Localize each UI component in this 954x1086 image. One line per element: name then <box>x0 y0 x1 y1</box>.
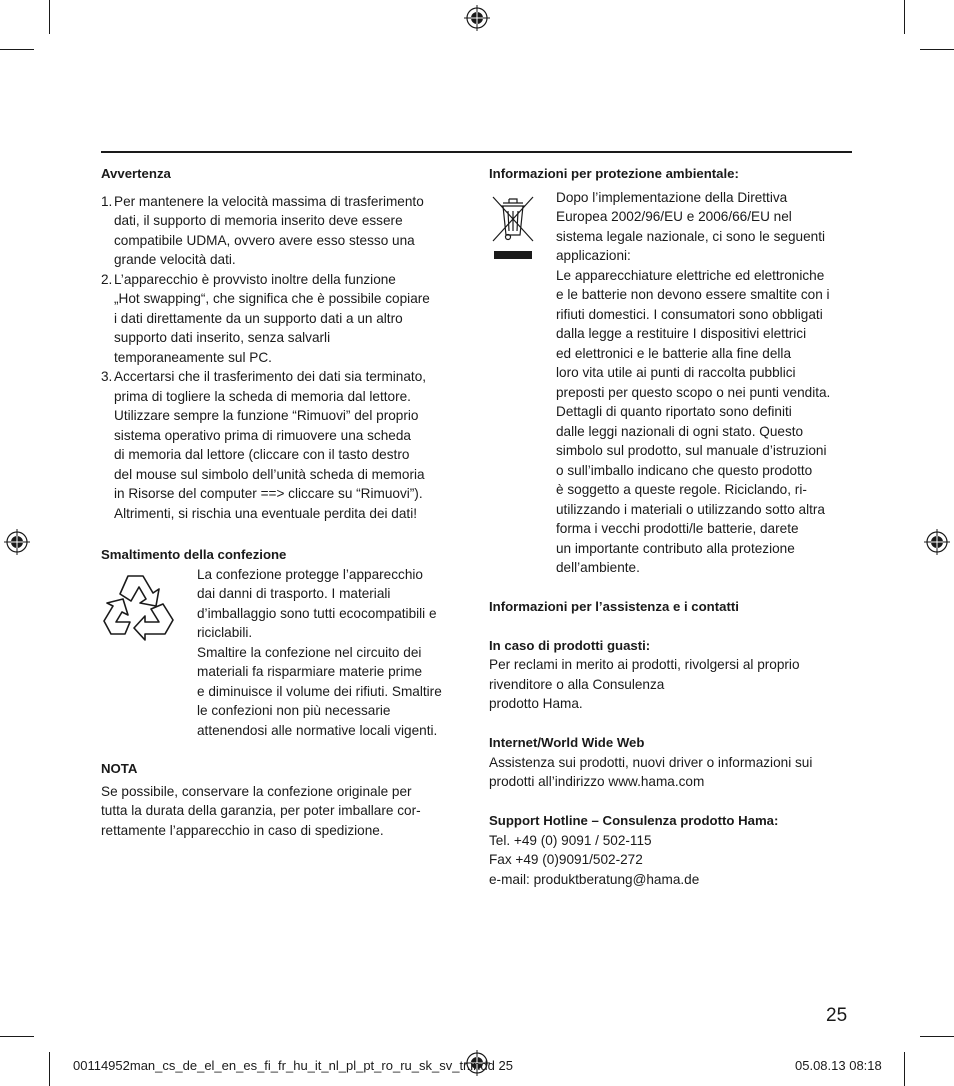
environment-line: rifiuti domestici. I consumatori sono obbligati <box>556 306 823 322</box>
packaging-line: Smaltire la confezione nel circuito dei <box>197 644 422 660</box>
packaging-line: e diminuisce il volume dei rifiuti. Smaltire <box>197 683 442 699</box>
environment-line: sistema legale nazionale, ci sono le seguenti <box>556 228 826 244</box>
hotline-line: e-mail: produktberatung@hama.de <box>489 871 700 887</box>
left-column <box>101 164 466 840</box>
list-line: „Hot swapping“, che significa che è possibile copiare <box>114 291 430 306</box>
hotline-heading: Support Hotline – Consulenza prodotto Hama: <box>489 813 779 828</box>
defect-line: Per reclami in merito ai prodotti, rivolgersi al proprio <box>489 657 800 672</box>
crop-mark <box>920 1036 954 1037</box>
list-line: prima di togliere la scheda di memoria dal lettore. <box>114 388 411 404</box>
web-line: prodotti all’indirizzo www.hama.com <box>489 774 705 789</box>
list-line: Per mantenere la velocità massima di trasferimento <box>114 193 424 209</box>
defect-text <box>489 655 854 714</box>
list-line: i dati direttamente da un supporto dati a un altro <box>114 310 403 326</box>
list-number: 3. <box>101 369 113 384</box>
packaging-line: attenendosi alle normative locali vigenti. <box>197 722 438 738</box>
environment-line: Dettagli di quanto riportato sono definiti <box>556 404 792 419</box>
environment-line: applicazioni: <box>556 248 631 263</box>
defect-line: prodotto Hama. <box>489 696 583 711</box>
environment-line: dalla legge a restituire I dispositivi elettrici <box>556 326 807 341</box>
crop-mark <box>904 0 905 34</box>
crop-mark <box>0 49 34 50</box>
environment-line: un importante contributo alla protezione <box>556 540 795 556</box>
support-heading: Informazioni per l’assistenza e i contatti <box>489 598 739 614</box>
note-line: Se possibile, conservare la confezione originale per <box>101 783 412 799</box>
recycle-icon <box>101 570 183 648</box>
packaging-line: riciclabili. <box>197 625 253 640</box>
note-line: tutta la durata della garanzia, per poter imballare cor- <box>101 803 421 818</box>
environment-text <box>556 188 854 578</box>
list-number: 1. <box>101 193 113 209</box>
registration-mark-icon <box>924 529 950 555</box>
environment-line: ed elettronici e le batterie alla fine della <box>556 345 792 361</box>
list-line: temporaneamente sul PC. <box>114 349 272 365</box>
environment-line: e le batterie non devono essere smaltite con i <box>556 287 830 302</box>
slug-date: 05.08.13 08:18 <box>795 1058 882 1073</box>
environment-line: dalle leggi nazionali di ogni stato. Questo <box>556 423 804 439</box>
header-rule <box>101 151 852 153</box>
warning-list <box>101 192 466 524</box>
list-number: 2. <box>101 271 113 287</box>
hotline-line: Tel. +49 (0) 9091 / 502-115 <box>489 832 652 848</box>
warning-heading: Avvertenza <box>101 166 171 181</box>
environment-line: o sull’imballo indicano che questo prodotto <box>556 462 813 478</box>
packaging-line: dai danni di trasporto. I materiali <box>197 586 391 601</box>
environment-line: preposti per questo scopo o nei punti vendita. <box>556 384 831 400</box>
environment-line: simbolo sul prodotto, sul manuale d’istruzioni <box>556 443 827 458</box>
slug-filename: 00114952man_cs_de_el_en_es_fi_fr_hu_it_nl_pl_pt_ro_ru_sk_sv_tr.indd 25 <box>73 1058 513 1073</box>
crop-mark <box>920 49 954 50</box>
packaging-line: materiali fa risparmiare materie prime <box>197 664 423 679</box>
list-line: L’apparecchio è provvisto inoltre della funzione <box>114 271 396 287</box>
packaging-heading: Smaltimento della confezione <box>101 547 287 562</box>
defect-heading: In caso di prodotti guasti: <box>489 637 651 653</box>
list-line: sistema operativo prima di rimuovere una scheda <box>114 427 411 443</box>
list-line: Utilizzare sempre la funzione “Rimuovi” del proprio <box>114 408 419 423</box>
environment-line: utilizzando i materiali o utilizzando sotto altra <box>556 501 825 517</box>
page-number: 25 <box>826 1005 848 1026</box>
packaging-line: La confezione protegge l’apparecchio <box>197 566 423 582</box>
environment-line: dell’ambiente. <box>556 560 640 575</box>
web-text <box>489 753 854 792</box>
crop-mark <box>0 1036 34 1037</box>
environment-line: è soggetto a queste regole. Riciclando, ri- <box>556 482 807 497</box>
list-line: del mouse sul simbolo dell’unità scheda di memoria <box>114 466 425 482</box>
web-heading: Internet/World Wide Web <box>489 735 645 750</box>
environment-line: loro vita utile ai punti di raccolta pubblici <box>556 365 796 380</box>
registration-mark-icon <box>464 5 490 31</box>
list-line: di memoria dal lettore (cliccare con il tasto destro <box>114 447 410 462</box>
right-column <box>489 164 854 889</box>
warning-list-item <box>101 192 466 270</box>
crossed-out-wheelie-bin-icon <box>489 193 537 261</box>
list-line: dati, il supporto di memoria inserito deve essere <box>114 213 403 228</box>
crop-mark <box>49 1052 50 1086</box>
list-line: grande velocità dati. <box>114 252 236 267</box>
hotline-line: Fax +49 (0)9091/502-272 <box>489 852 643 867</box>
packaging-line: le confezioni non più necessarie <box>197 703 391 718</box>
list-line: Accertarsi che il trasferimento dei dati sia terminato, <box>114 369 427 384</box>
list-line: compatibile UDMA, ovvero avere esso stesso una <box>114 232 415 248</box>
note-line: rettamente l’apparecchio in caso di spedizione. <box>101 822 384 838</box>
environment-line: Le apparecchiature elettriche ed elettroniche <box>556 267 825 283</box>
warning-list-item <box>101 367 466 523</box>
crop-mark <box>904 1052 905 1086</box>
packaging-text <box>197 565 466 741</box>
note-text <box>101 782 466 841</box>
registration-mark-icon <box>4 529 30 555</box>
hotline-text <box>489 831 854 890</box>
environment-line: Europea 2002/96/EU e 2006/66/EU nel <box>556 209 792 224</box>
list-line: in Risorse del computer ==> cliccare su “Rimuovi”). <box>114 486 423 501</box>
list-line: Altrimenti, si rischia una eventuale perdita dei dati! <box>114 505 417 521</box>
environment-line: Dopo l’implementazione della Direttiva <box>556 189 788 205</box>
list-line: supporto dati inserito, senza salvarli <box>114 330 331 345</box>
environment-heading: Informazioni per protezione ambientale: <box>489 166 739 181</box>
web-line: Assistenza sui prodotti, nuovi driver o informazioni sui <box>489 754 813 770</box>
defect-line: rivenditore o alla Consulenza <box>489 676 665 692</box>
crop-mark <box>49 0 50 34</box>
note-heading: NOTA <box>101 761 138 776</box>
packaging-line: d’imballaggio sono tutti ecocompatibili e <box>197 605 437 621</box>
warning-list-item <box>101 270 466 368</box>
environment-line: forma i vecchi prodotti/le batterie, darete <box>556 521 799 536</box>
